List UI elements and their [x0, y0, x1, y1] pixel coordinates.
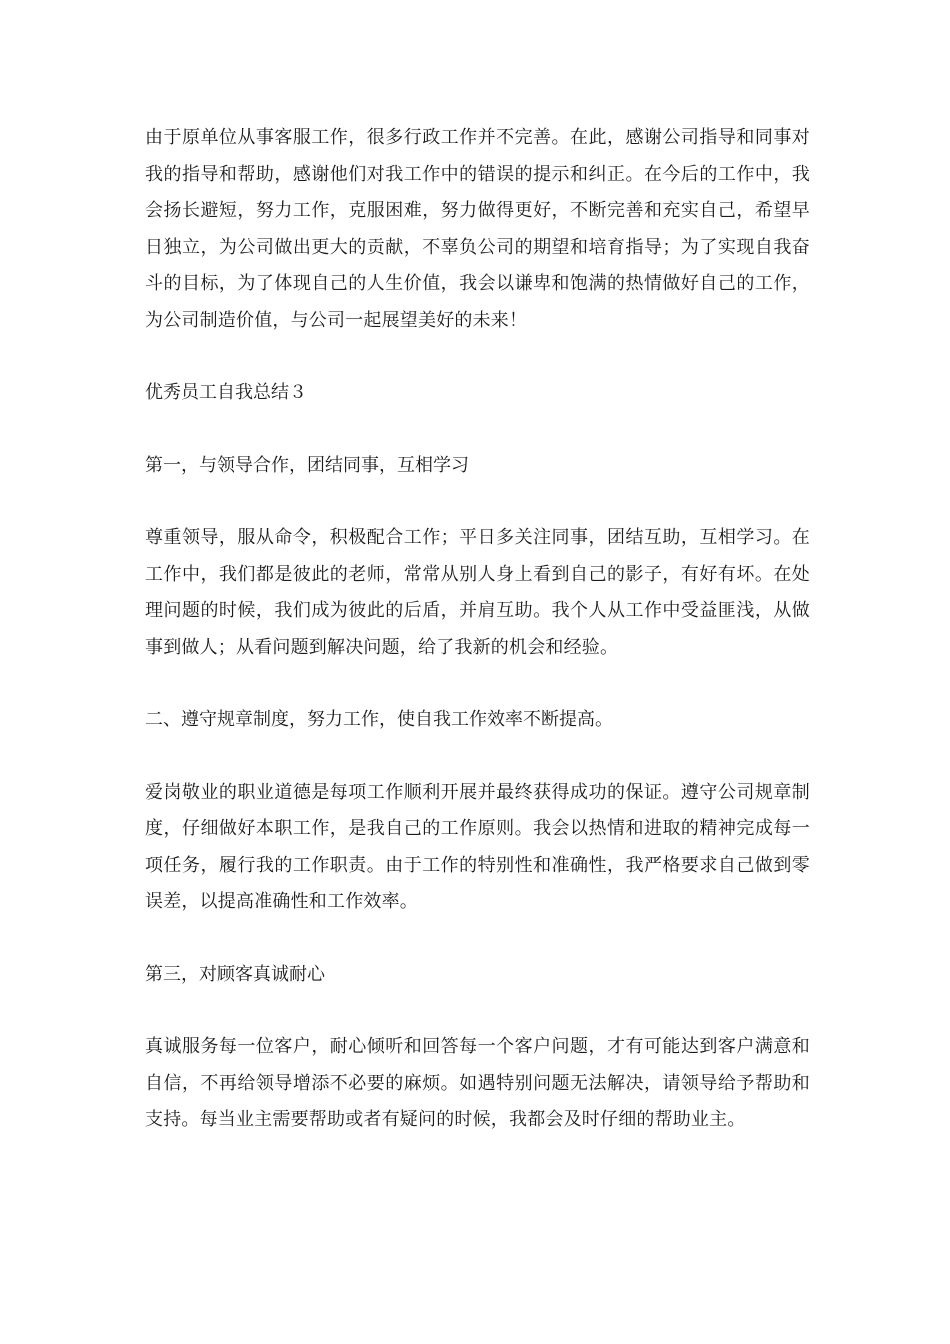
heading-first-point: 第一，与领导合作，团结同事，互相学习 — [145, 454, 469, 476]
body-paragraph-second-point: 爱岗敬业的职业道德是每项工作顺利开展并最终获得成功的保证。遵守公司规章制度，仔细做好本职工作，是我自己的工作原则。我会以热情和进取的精神完成每一项任务，履行我的工作职责。由于工作的特别性和准确性，我严格要求自己做到零误差，以提高准确性和工作效率。 — [145, 781, 810, 912]
paragraph-gap — [145, 484, 810, 520]
body-paragraph-intro: 由于原单位从事客服工作，很多行政工作并不完善。在此，感谢公司指导和同事对我的指导和帮助，感谢他们对我工作中的错误的提示和纠正。在今后的工作中，我会扬长避短，努力工作，克服困难，努力做得更好，不断完善和充实自己，希望早日独立，为公司做出更大的贡献，不辜负公司的期望和培育指导；为了实现自我奋斗的目标，为了体现自己的人生价值，我会以谦卑和饱满的热情做好自己的工作，为公司制造价值，与公司一起展望美好的未来！ — [145, 127, 810, 331]
heading-third-point: 第三，对顾客真诚耐心 — [145, 963, 325, 985]
body-paragraph-third-point: 真诚服务每一位客户，耐心倾听和回答每一个客户问题，才有可能达到客户满意和自信，不再给领导增添不必要的麻烦。如遇特别问题无法解决，请领导给予帮助和支持。每当业主需要帮助或者有疑问的时候，我都会及时仔细的帮助业主。 — [145, 1036, 810, 1130]
paragraph-gap — [145, 739, 810, 775]
paragraph-gap — [145, 666, 810, 702]
paragraph-gap — [145, 993, 810, 1029]
paragraph-gap — [145, 921, 810, 957]
section-title: 优秀员工自我总结３ — [145, 382, 307, 403]
paragraph-gap — [145, 339, 810, 375]
body-paragraph-first-point: 尊重领导，服从命令，积极配合工作；平日多关注同事，团结互助，互相学习。在工作中，我们都是彼此的老师，常常从别人身上看到自己的影子，有好有坏。在处理问题的时候，我们成为彼此的后盾，并肩互助。我个人从工作中受益匪浅，从做事到做人；从看问题到解决问题，给了我新的机会和经验。 — [145, 527, 810, 658]
document-page — [145, 120, 810, 1139]
heading-second-point: 二、遵守规章制度，努力工作，使自我工作效率不断提高。 — [145, 709, 613, 730]
paragraph-gap — [145, 412, 810, 448]
